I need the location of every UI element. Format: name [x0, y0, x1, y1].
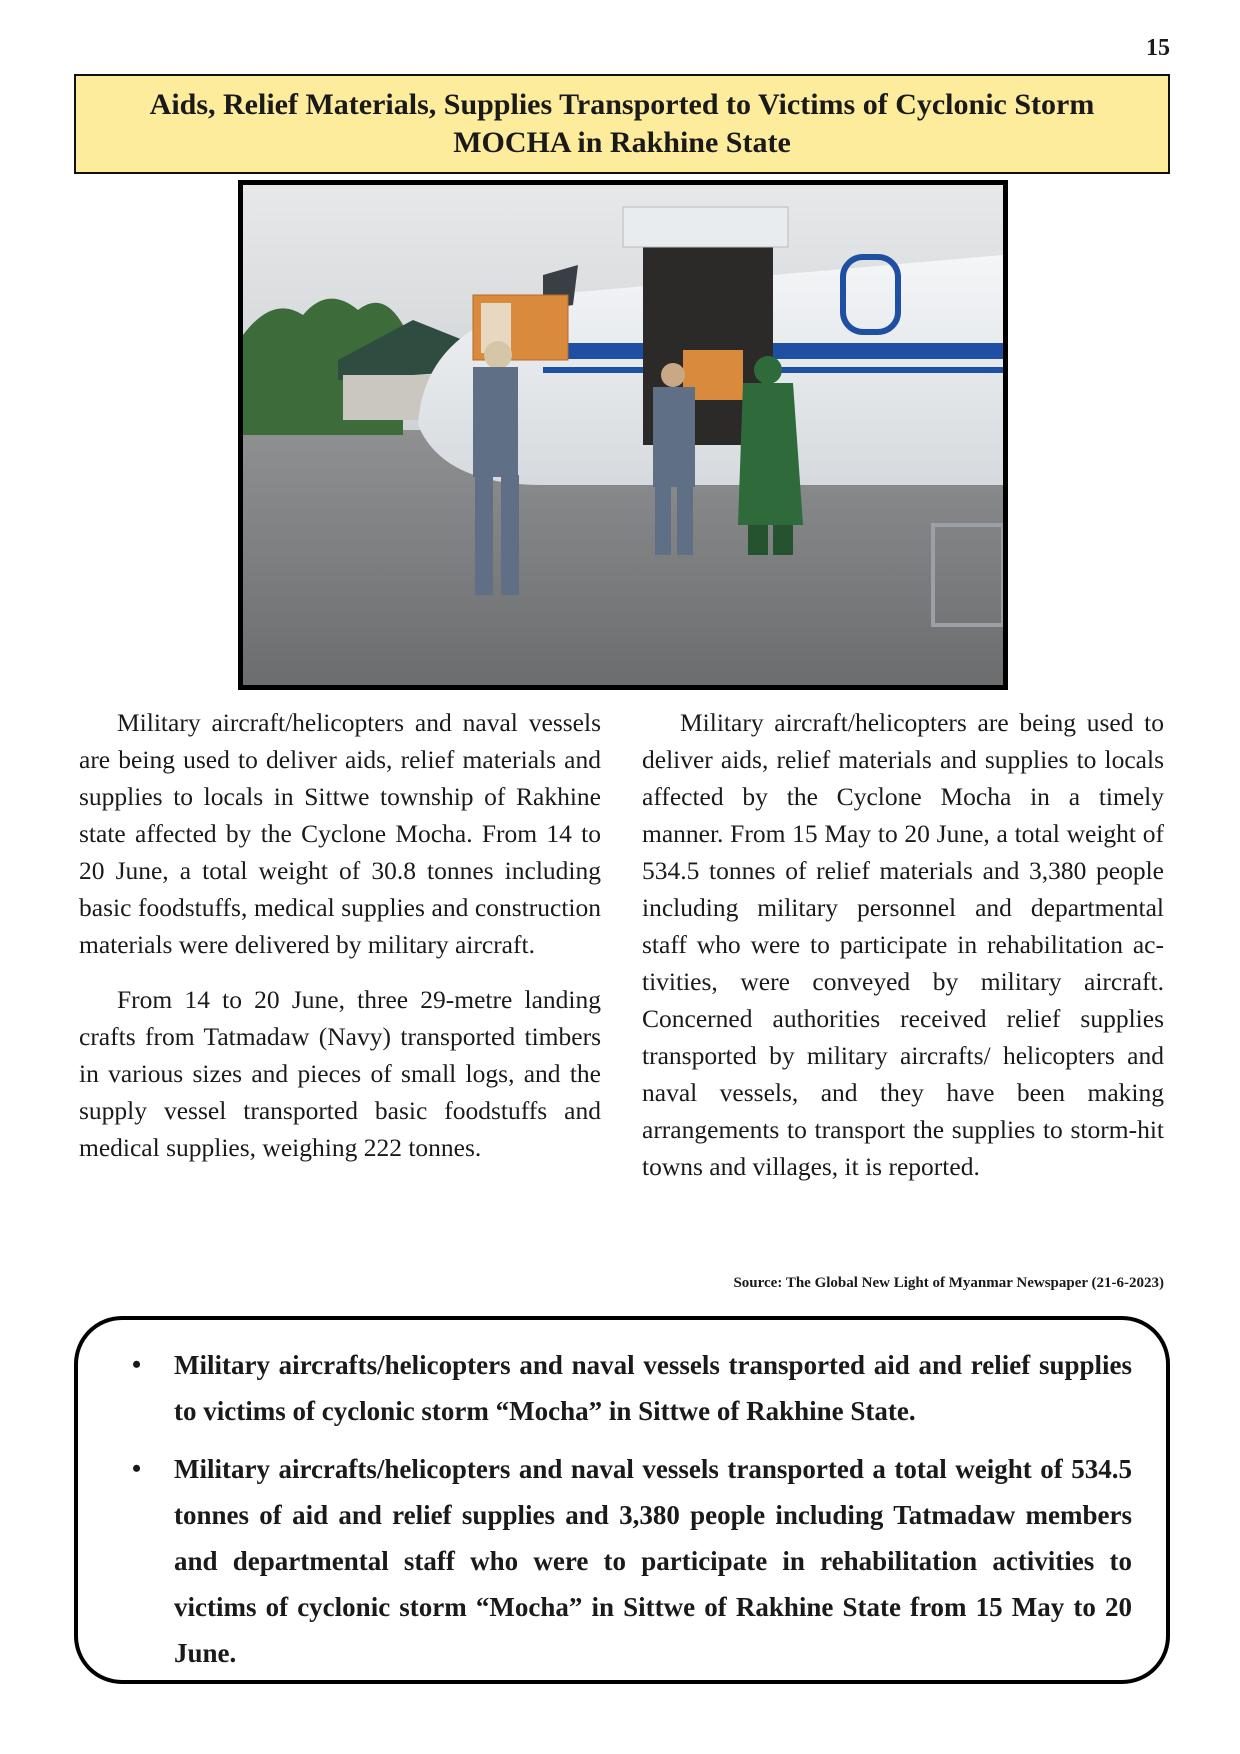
article-title-box [74, 74, 1170, 174]
source-citation: Source: The Global New Light of Myanmar Newspaper (21-6-2023) [733, 1275, 1164, 1291]
left-column [79, 704, 601, 1184]
article-photo [238, 180, 1008, 690]
summary-item [116, 1446, 1132, 1676]
article-title: Aids, Relief Materials, Supplies Transported to Victims of Cyclonic Storm MOCHA in Rakhine State [149, 88, 1095, 159]
paragraph: Military aircraft/helicopters are being used to deliver aids, relief materials and supplies to locals affected by the Cyclone Mocha in a timely manner. From 15 May to 20 June, a total weight of 534.5 tonnes of relief materials and 3,380 people including military personnel and departmental staff who were to participate in rehabilitation activities, were conveyed by military aircraft. Concerned authorities received relief supplies transported by military aircrafts/ helicopters and naval vessels, and they have been making arrangements to transport the supplies to storm-hit towns and villages, it is reported. [642, 708, 1164, 1181]
paragraph: Military aircraft/helicopters and naval vessels are being used to deliver aids, relief materials and supplies to locals in Sittwe township of Rakhine state affected by the Cyclone Mocha. From 14 to 20 June, a total weight of 30.8 tonnes including basic foodstuffs, medical supplies and construction materials were delivered by military aircraft. [79, 708, 601, 959]
right-column [642, 704, 1164, 1203]
bullet-icon: • [132, 1350, 142, 1379]
paragraph: From 14 to 20 June, three 29-metre landing crafts from Tatmadaw (Navy) transported timbers in various sizes and pieces of small logs, and the supply vessel transported basic foodstuffs and medical supplies, weighing 222 tonnes. [79, 985, 601, 1162]
cargo-door-flap [623, 207, 788, 247]
summary-text: Military aircrafts/helicopters and naval vessels transported a total weight of 534.5 tonnes of aid and relief supplies and 3,380 people including Tatmadaw members and departmental staff who were to participate in rehabilitation activities to victims of cyclonic storm “Mocha” in Sittwe of Rakhine State from 15 May to 20 June. [174, 1454, 1132, 1668]
bullet-icon: • [132, 1454, 142, 1483]
summary-box [74, 1316, 1170, 1684]
summary-list [116, 1342, 1132, 1676]
page-number: 15 [1146, 35, 1170, 61]
summary-item [116, 1342, 1132, 1434]
photo-illustration [243, 185, 1003, 685]
summary-text: Military aircrafts/helicopters and naval vessels transported aid and relief supplies to victims of cyclonic storm “Mocha” in Sittwe of Rakhine State. [174, 1350, 1132, 1426]
